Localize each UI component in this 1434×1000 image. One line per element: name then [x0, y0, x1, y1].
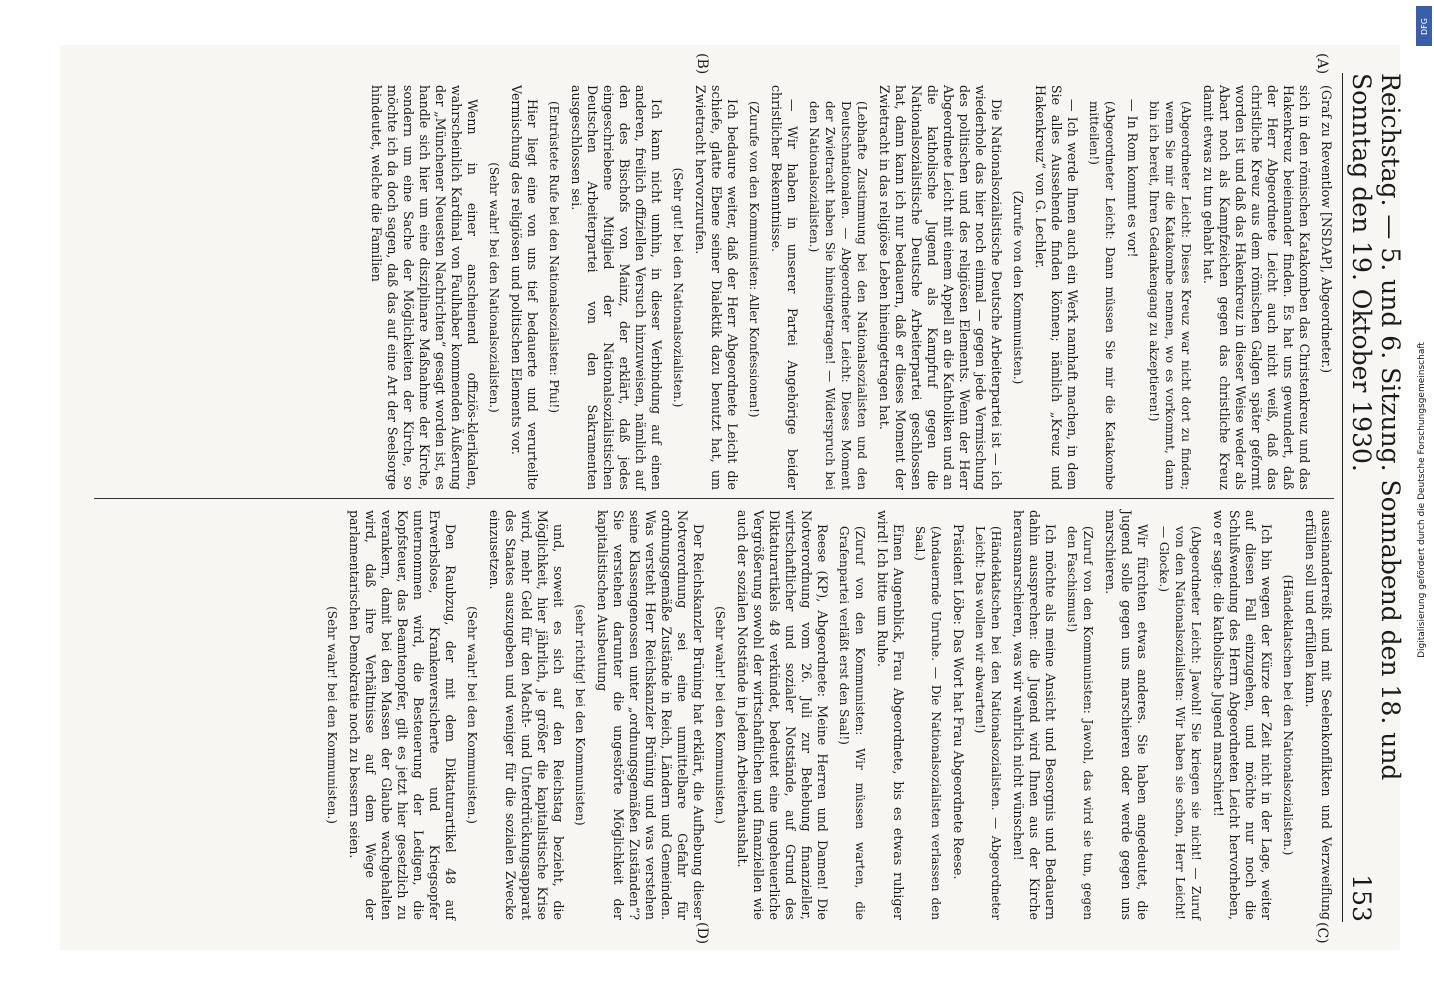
rotated-page-content — [60, 45, 1405, 950]
right-text-column — [84, 510, 1334, 920]
interjection: (Zuruf von den Kommunisten: Jawohl, das wird sie tun, gegen den Faschismus!) — [1065, 526, 1095, 920]
paragraph: — In Rom kommt es vor! — [1125, 99, 1140, 258]
paragraph: sich in den römischen Katakomben das Christenkreuz und das Hakenkreuz beieinander finden. Es hat uns gewundert, daß der Herr Abgeordnete Leicht auch nicht weiß, daß das christliche Kreuz aus dem römischen Galgen später geformt worden ist und daß das Hakenkreuz in dieser Weise weder als Abart noch als Kampfzeichen gegen das christliche Kreuz damit etwas zu tun gehabt hat. — [1201, 85, 1312, 490]
paragraph: Einen Augenblick, Frau Abgeordnete, bis es etwas ruhiger wird! Ich bitte um Ruhe. — [875, 510, 906, 920]
paragraph: — Wir haben in unserer Partei Angehörige beider christlicher Bekenntnisse. — [769, 85, 800, 490]
paragraph: auseinanderreißt und mit Seelenkonflikten und Verzweiflung erfüllen soll und erfüllen kann. — [1303, 510, 1334, 920]
interjection: (Sehr wahr! bei den Kommunisten.) — [465, 606, 479, 824]
interjection: (Abgeordneter Leicht: Dann müssen Sie mir die Katakombe mitteilen!) — [1087, 101, 1117, 490]
funding-note: Digitalisierung gefördert durch die Deutsche Forschungsgemeinschaft — [1417, 342, 1427, 658]
interjection: (Zurufe von den Kommunisten.) — [1011, 190, 1025, 385]
interjection: (sehr richtig! bei den Kommunisten) — [573, 604, 587, 826]
paragraph: Ich möchte als meine Ansicht und Besorgnis und Bedauern dahin aussprechen: die Jugend wird Ihnen aus der Kirche herausmarschieren, was wir wahrlich nicht wünschen! — [1011, 510, 1058, 920]
left-text-column — [84, 85, 1334, 490]
margin-marker-b: (B) — [694, 53, 710, 75]
interjection: (Abgeordneter Leicht: Jawohl! Sie kriegen sie nicht! — Zuruf von den Nationalsozialisten: Wir haben sie schon, Herr Leicht! — Glocke.) — [1157, 526, 1203, 920]
interjection: (Sehr gut! bei den Nationalsozialisten.) — [671, 167, 685, 408]
margin-marker-d: (D) — [694, 922, 710, 945]
page-header — [1342, 73, 1405, 922]
interjection: (Entrüstete Rufe bei den Nationalsozialisten: Pfui!) — [547, 101, 561, 414]
paragraph: Reese (KP), Abgeordnete: Meine Herren und Damen! Die Notverordnung vom 26. Juli zur Behebung finanzieller, wirtschaftlicher und sozialer Notstände, auf Grund des Diktaturartikels 48 verkündet, bedeutet eine ungeheuerliche Vergrößerung sowohl der wirtschaftlichen und finanziellen wie auch der sozialen Notstände in jedem Arbeiterhaushalt. — [735, 510, 830, 920]
paragraph: Ich bedaure weiter, daß der Herr Abgeordnete Leicht die schiefe, glatte Ebene seiner Dialektik dazu benutzt hat, um Zwietracht hervorzurufen. — [693, 85, 740, 490]
interjection: (Abgeordneter Leicht: Dieses Kreuz war nicht dort zu finden; wenn Sie mir die Katakombe nennen, wo es vorkommt, dann bin ich bereit, Ihren Gedankengang zu akzeptieren!) — [1147, 101, 1193, 490]
interjection: (Zurufe von den Kommunisten: Aller Konfessionen!) — [747, 101, 761, 418]
paragraph: Hier liegt eine von uns tief bedauerte und verurteilte Vermischung des religiösen und politischen Elements vor. — [509, 85, 540, 490]
interjection: (Händeklatschen bei den Nationalsozialisten.) — [1281, 574, 1295, 856]
margin-marker-a: (A) — [1314, 53, 1330, 75]
header-title: Reichstag. — 5. und 6. Sitzung. Sonnabend den 18. und Sonntag den 19. Oktober 1930. — [1347, 73, 1405, 781]
column-divider — [94, 498, 1334, 499]
paragraph: Die Nationalsozialistische Deutsche Arbeiterpartei ist — ich wiederhole das hier noch einmal — gegen jede Vermischung des politischen und des religiösen Elements. Wenn der Herr Abgeordnete Leicht mit einem Appell an die Katholiken und an die katholische Jugend als Kampfruf gegen die Nationalsozialistische Deutsche Arbeiterpartei geschlossen hat, dann kann ich nur bedauern, daß er dieses Moment der Zwietracht in das religiöse Leben hineingetragen hat. — [877, 85, 1004, 490]
margin-marker-c: (C) — [1314, 922, 1330, 944]
paragraph: Wir fürchten etwas anderes. Sie haben angedeutet, die Jugend solle gegen uns marschieren oder werde gegen uns marschieren. — [1103, 510, 1150, 920]
paragraph: und, soweit es sich auf den Reichstag bezieht, die Möglichkeit, hier jährlich, je größer die kapitalistische Krise wird, mehr Geld für den Macht- und Unterdrückungsapparat des Staates auszugeben und weniger für die sozialen Zwecke einzusetzen. — [487, 510, 566, 920]
scanned-page — [60, 45, 1405, 950]
interjection: (Andauernde Unruhe. — Die Nationalsozialisten verlassen den Saal.) — [913, 526, 943, 920]
interjection: (Sehr wahr! bei den Kommunisten.) — [325, 606, 339, 824]
interjection: (Lebhafte Zustimmung bei den Nationalsozialisten und den Deutschnationalen. — Abgeordneter Leicht: Dieses Moment der Zwietracht haben Sie hineingetragen! — Widerspruch bei den Nationalsozialisten.) — [807, 101, 869, 490]
paragraph: Präsident Löbe: Das Wort hat Frau Abgeordnete Reese. — [951, 524, 966, 880]
dfg-sidebar — [1410, 0, 1434, 1000]
paragraph: Ich bin wegen der Kürze der Zeit nicht in der Lage, weiter auf diesen Fall einzugehen, und möchte nur noch die Schlußwendung des Herrn Abgeordneten Leicht hervorheben, wo er sagte: die katholische Jugend marschiert! — [1211, 510, 1274, 920]
paragraph: Ich kann nicht umhin, in dieser Verbindung auf einen anderen, freilich offiziellen Versuch hinzuweisen, nämlich auf den des Bischofs von Mainz, der erklärt, daß jedes eingeschriebene Mitglied der Nationalsozialistischen Deutschen Arbeiterpartei von den Sakramenten ausgeschlossen sei. — [569, 85, 664, 490]
interjection: (Sehr wahr! bei den Kommunisten.) — [713, 606, 727, 824]
paragraph: Wenn in einer anscheinend offiziös-klerikalen, wahrscheinlich Kardinal von Faulhaber kommenden Äußerung der „Münchener Neuesten Nachrichten“ gesagt worden ist, es handle sich hier um eine disziplinare Maßnahme der Kirche, sondern um eine Sache der Möglichkeiten der Kirche, so möchte ich da doch sagen, daß das auf eine Art der Seelsorge hindeutet, welche die Familien — [369, 85, 480, 490]
paragraph: (Graf zu Reventlow [NSDAP], Abgeordneter.) — [1319, 85, 1334, 374]
paragraph: Den Raubzug, der mit dem Diktaturartikel 48 auf Erwerbslose, Krankenversicherte und Kriegsopfer unternommen wird, die Besteuerung der Ledigen, die Kopfsteuer, das Beamtenopfer, gilt es jetzt hier gesetzlich zu verankern, damit bei den Massen der Glaube wachgehalten wird, daß ihre Verhältnisse auf dem Wege der parlamentarischen Demokratie noch zu bessern seien. — [347, 510, 458, 920]
interjection: (Händeklatschen bei den Nationalsozialisten. — Abgeordneter Leicht: Das wollen wir abwarten!) — [973, 526, 1003, 920]
paragraph: — Ich werde Ihnen auch ein Werk namhaft machen, in dem Sie alles Aussehende finden können; nämlich „Kreuz und Hakenkreuz“ von G. Lechler. — [1033, 85, 1080, 490]
page-number: 153 — [1347, 874, 1376, 922]
paragraph: Der Reichskanzler Brüning hat erklärt, die Aufhebung dieser Notverordnung sei eine unmittelbare Gefahr für ordnungsgemäße Zustände in Reich, Ländern und Gemeinden. Was versteht Herr Reichskanzler Brüning und was verstehen seine Klassengenossen unter „ordnungsgemäßen Zuständen“? Sie verstehen darunter die ungestörte Möglichkeit der kapitalistischen Ausbeutung — [595, 510, 706, 920]
interjection: (Zuruf von den Kommunisten: Wir müssen warten, die Grafenpartei verläßt erst den Saal!) — [837, 526, 867, 920]
interjection: (Sehr wahr! bei den Nationalsozialisten.) — [487, 162, 501, 413]
dfg-logo: DFG — [1416, 6, 1432, 46]
